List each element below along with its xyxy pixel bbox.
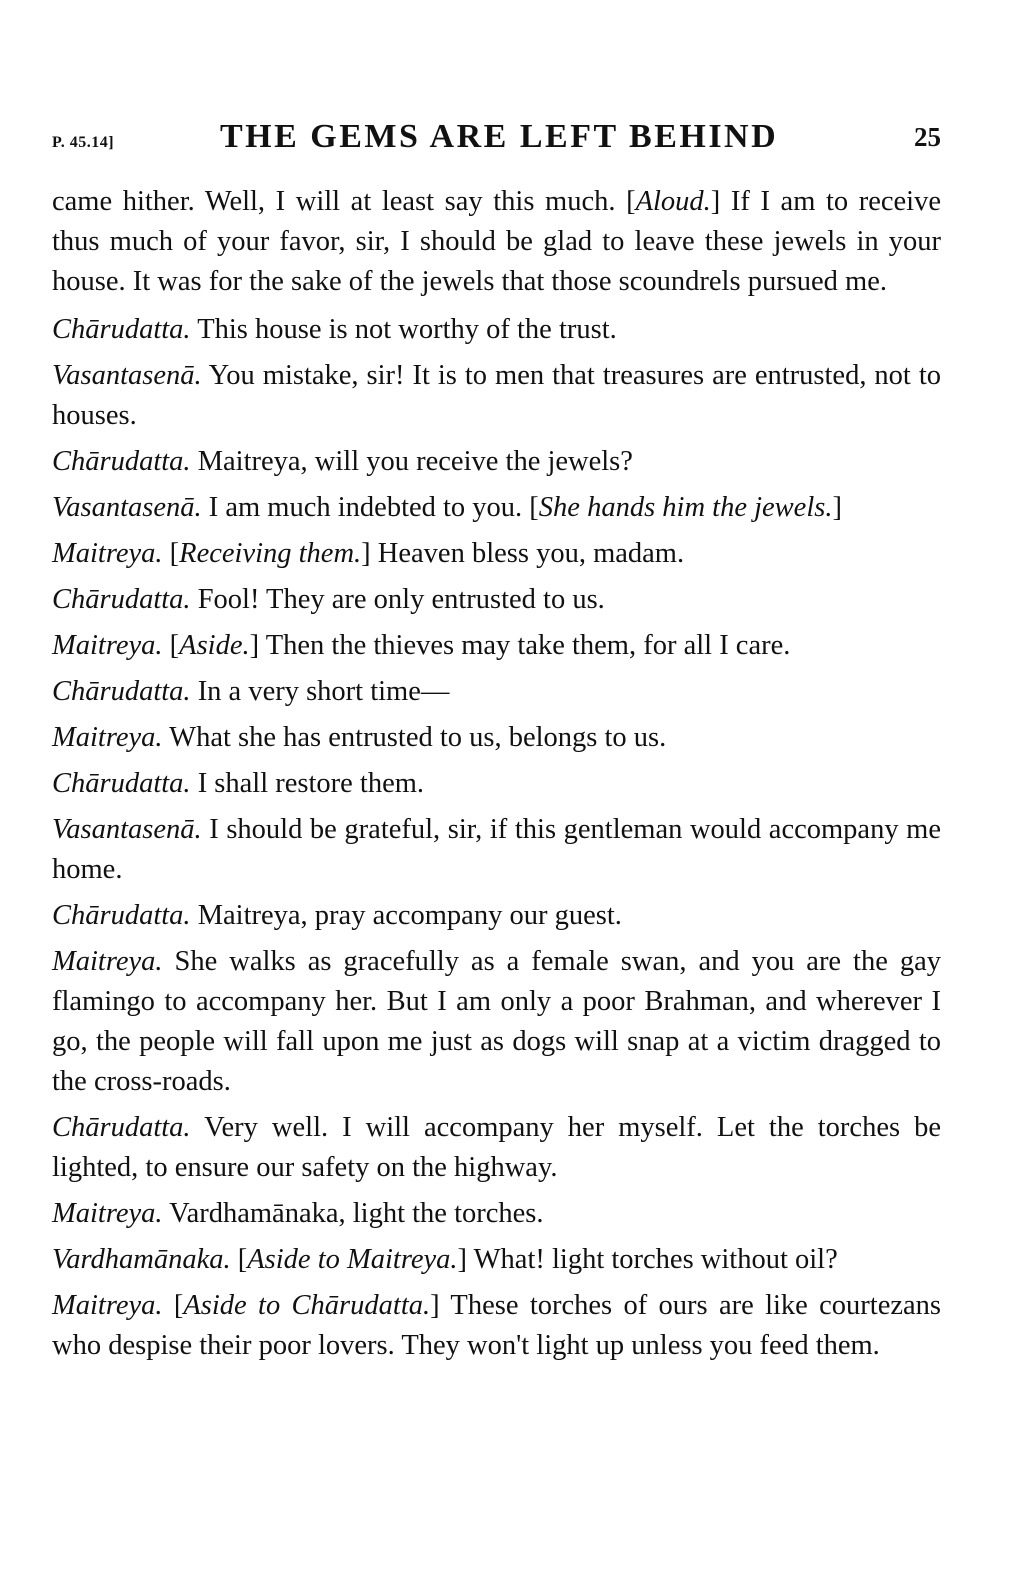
speech-text: Fool! They are only entrusted to us.: [197, 584, 605, 615]
speech-text: [: [169, 538, 180, 569]
dialogue-paragraph: [52, 534, 941, 574]
speech-text: Vardhamānaka, light the torches.: [169, 1198, 544, 1229]
speaker-name: Chārudatta.: [52, 584, 191, 615]
speech-text: Maitreya, will you receive the jewels?: [197, 446, 633, 477]
dialogue-paragraph: [52, 810, 941, 890]
speaker-name: Chārudatta.: [52, 446, 191, 477]
dialogue-paragraph: [52, 942, 941, 1102]
dialogue-paragraph: [52, 672, 941, 712]
dialogue-paragraph: [52, 488, 941, 528]
dialogue-paragraph: [52, 580, 941, 620]
speaker-name: Chārudatta.: [52, 768, 191, 799]
speech-text: ] These torches of ours are like courtezans who despise their poor lovers. They won't light up unless you feed them.: [52, 1290, 941, 1361]
speaker-name: Chārudatta.: [52, 676, 191, 707]
stage-direction: Aloud.: [635, 186, 711, 217]
dialogue-paragraph: [52, 896, 941, 936]
stage-direction: Aside to Maitreya.: [247, 1244, 458, 1275]
speaker-name: Maitreya.: [52, 722, 163, 753]
speech-text: [: [237, 1244, 248, 1275]
speech-text: In a very short time—: [197, 676, 450, 707]
dialogue-paragraph: [52, 718, 941, 758]
dialogue-paragraph: [52, 356, 941, 436]
speaker-name: Chārudatta.: [52, 1112, 191, 1143]
dialogue-body: [52, 182, 941, 1372]
speech-text: came hither. Well, I will at least say this much. [: [52, 186, 636, 217]
speech-text: This house is not worthy of the trust.: [197, 314, 617, 345]
speech-text: ] What! light torches without oil?: [457, 1244, 838, 1275]
speech-text: I shall restore them.: [197, 768, 425, 799]
speaker-name: Vasantasenā.: [52, 492, 202, 523]
speech-text: [: [173, 1290, 184, 1321]
speech-text: Very well. I will accompany her myself. Let the torches be lighted, to ensure our safety on the highway.: [52, 1112, 941, 1183]
speech-text: ] Then the thieves may take them, for all I care.: [249, 630, 791, 661]
dialogue-paragraph: [52, 626, 941, 666]
speaker-name: Maitreya.: [52, 630, 163, 661]
speaker-name: Maitreya.: [52, 946, 163, 977]
speech-text: [: [169, 630, 180, 661]
dialogue-paragraph: [52, 1194, 941, 1234]
speaker-name: Maitreya.: [52, 538, 163, 569]
stage-direction: Receiving them.: [179, 538, 362, 569]
speech-text: Maitreya, pray accompany our guest.: [197, 900, 622, 931]
speech-text: What she has entrusted to us, belongs to us.: [169, 722, 667, 753]
dialogue-paragraph: [52, 442, 941, 482]
speaker-name: Maitreya.: [52, 1290, 163, 1321]
stage-direction: Aside.: [179, 630, 250, 661]
dialogue-paragraph: [52, 310, 941, 350]
running-header: [52, 118, 941, 158]
dialogue-paragraph: [52, 1108, 941, 1188]
speaker-name: Vardhamānaka.: [52, 1244, 231, 1275]
speech-text: She walks as gracefully as a female swan, and you are the gay flamingo to accompany her. But I am only a poor Brahman, and wherever I go, the people will fall upon me just as dogs will snap at a victim dragged to the cross-roads.: [52, 946, 941, 1097]
speaker-name: Chārudatta.: [52, 314, 191, 345]
stage-direction: She hands him the jewels.: [538, 492, 833, 523]
page-number: 25: [914, 122, 941, 152]
stage-direction: Aside to Chārudatta.: [183, 1290, 431, 1321]
speech-text: ]: [832, 492, 842, 523]
dialogue-paragraph: [52, 1240, 941, 1280]
speaker-name: Vasantasenā.: [52, 360, 202, 391]
dialogue-paragraph: [52, 1286, 941, 1366]
speech-text: I am much indebted to you. [: [208, 492, 539, 523]
speech-text: I should be grateful, sir, if this gentleman would accompany me home.: [52, 814, 941, 885]
speaker-name: Chārudatta.: [52, 900, 191, 931]
speech-text: ] Heaven bless you, madam.: [361, 538, 685, 569]
speaker-name: Maitreya.: [52, 1198, 163, 1229]
speech-text: ] If I am to receive thus much of your favor, sir, I should be glad to leave these jewels in your house. It was for the sake of the jewels that those scoundrels pursued me.: [52, 186, 941, 297]
dialogue-paragraph: [52, 182, 941, 302]
dialogue-paragraph: [52, 764, 941, 804]
page-title: THE GEMS ARE LEFT BEHIND: [220, 118, 779, 155]
verse-reference: P. 45.14]: [52, 134, 115, 151]
speaker-name: Vasantasenā.: [52, 814, 202, 845]
speech-text: You mistake, sir! It is to men that treasures are entrusted, not to houses.: [52, 360, 941, 431]
